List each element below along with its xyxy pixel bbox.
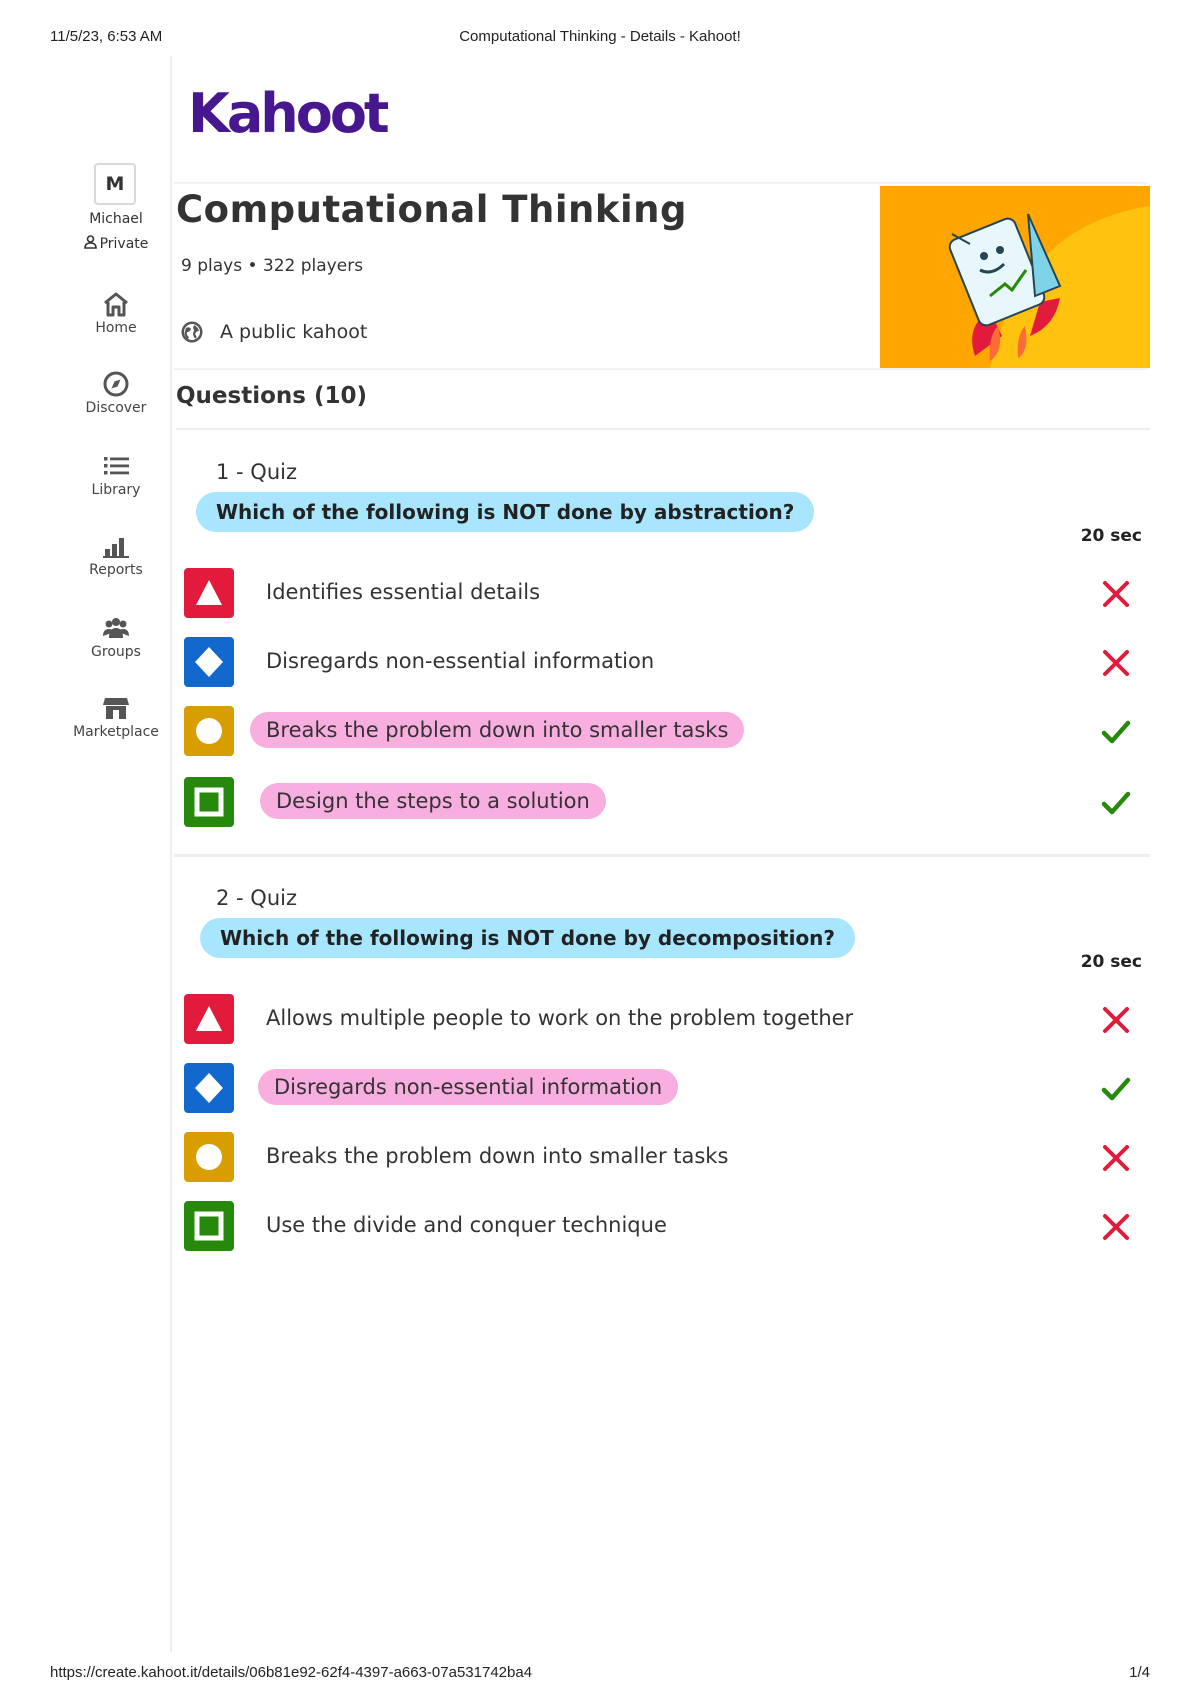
sidebar-item-label: Home: [95, 320, 137, 336]
questions-heading: Questions (10): [176, 383, 367, 409]
sidebar-item-label: Discover: [85, 400, 147, 416]
user-status: [60, 235, 172, 252]
diamond-icon: [184, 1063, 234, 1113]
sidebar-item-groups[interactable]: [60, 614, 172, 660]
sidebar-item-label: Library: [91, 482, 141, 498]
question-time-limit: 20 sec: [1080, 526, 1142, 546]
print-url: https://create.kahoot.it/details/06b81e92-62f4-4397-a663-07a531742ba4: [50, 1664, 533, 1681]
question-card[interactable]: [174, 456, 1150, 836]
answer-text: Breaks the problem down into smaller tasks: [266, 1144, 729, 1168]
print-header: [50, 28, 1150, 48]
user-status-label: Private: [99, 236, 149, 252]
answer-text: Identifies essential details: [266, 580, 541, 604]
triangle-icon: [184, 568, 234, 618]
kahoot-logo-graphic: [188, 74, 388, 144]
correct-check-icon: [1100, 1073, 1132, 1105]
person-icon: [84, 235, 97, 249]
diamond-icon: [184, 637, 234, 687]
incorrect-cross-icon: [1100, 578, 1132, 610]
answer-option: [184, 777, 1150, 829]
answer-text: Disregards non-essential information: [266, 649, 655, 673]
correct-check-icon: [1100, 787, 1132, 819]
square-icon: [184, 777, 234, 827]
square-icon: [184, 1201, 234, 1251]
divider: [174, 854, 1150, 857]
answer-option: [184, 637, 1150, 689]
sidebar-item-label: Marketplace: [73, 724, 159, 740]
kahoot-title: Computational Thinking: [176, 188, 687, 231]
print-doc-title: Computational Thinking - Details - Kahoot!: [459, 28, 741, 45]
sidebar-item-label: Groups: [91, 644, 141, 660]
sidebar-item-library[interactable]: [60, 452, 172, 498]
divider: [176, 428, 1150, 430]
print-date: 11/5/23, 6:53 AM: [50, 28, 163, 45]
user-name: Michael: [89, 211, 143, 227]
bar-chart-icon: [101, 532, 131, 560]
incorrect-cross-icon: [1100, 647, 1132, 679]
circle-icon: [184, 706, 234, 756]
answer-option: [184, 1201, 1150, 1253]
question-text: Which of the following is NOT done by abstraction?: [196, 492, 814, 532]
incorrect-cross-icon: [1100, 1211, 1132, 1243]
answer-text: Allows multiple people to work on the problem together: [266, 1006, 854, 1030]
visibility-info: [180, 320, 367, 344]
answer-option: [184, 706, 1150, 758]
answer-option: [184, 1132, 1150, 1184]
cover-image[interactable]: [880, 186, 1150, 368]
home-icon: [101, 290, 131, 318]
people-icon: [101, 614, 131, 642]
compass-icon: [101, 370, 131, 398]
answer-text: Use the divide and conquer technique: [266, 1213, 667, 1237]
kahoot-logo[interactable]: [188, 74, 388, 148]
store-icon: [101, 694, 131, 722]
kahoot-summary-card: [174, 182, 1148, 370]
sidebar-item-discover[interactable]: [60, 370, 172, 416]
incorrect-cross-icon: [1100, 1004, 1132, 1036]
sidebar: [60, 56, 172, 1652]
correct-check-icon: [1100, 716, 1132, 748]
sidebar-item-home[interactable]: [60, 290, 172, 336]
question-time-limit: 20 sec: [1080, 952, 1142, 972]
visibility-label: A public kahoot: [220, 321, 368, 343]
kahoot-stats: 9 plays • 322 players: [181, 256, 364, 276]
question-type: 2 - Quiz: [216, 886, 297, 910]
question-type: 1 - Quiz: [216, 460, 297, 484]
sidebar-item-label: Reports: [89, 562, 143, 578]
answer-option: [184, 994, 1150, 1046]
avatar[interactable]: M: [94, 163, 136, 205]
question-text: Which of the following is NOT done by decomposition?: [200, 918, 855, 958]
answer-option: [184, 568, 1150, 620]
question-card[interactable]: [174, 882, 1150, 1262]
kahoot-logo-text: Kahoot!: [188, 82, 388, 144]
sidebar-item-marketplace[interactable]: [60, 694, 172, 740]
rocket-illustration: [880, 186, 1150, 368]
incorrect-cross-icon: [1100, 1142, 1132, 1174]
circle-icon: [184, 1132, 234, 1182]
answer-text: Disregards non-essential information: [258, 1069, 678, 1105]
sidebar-item-reports[interactable]: [60, 532, 172, 578]
triangle-icon: [184, 994, 234, 1044]
globe-icon: [180, 320, 204, 344]
list-icon: [101, 452, 131, 480]
answer-text: Design the steps to a solution: [260, 783, 606, 819]
answer-option: [184, 1063, 1150, 1115]
answer-text: Breaks the problem down into smaller tasks: [250, 712, 744, 748]
print-page-number: 1/4: [1129, 1664, 1150, 1681]
